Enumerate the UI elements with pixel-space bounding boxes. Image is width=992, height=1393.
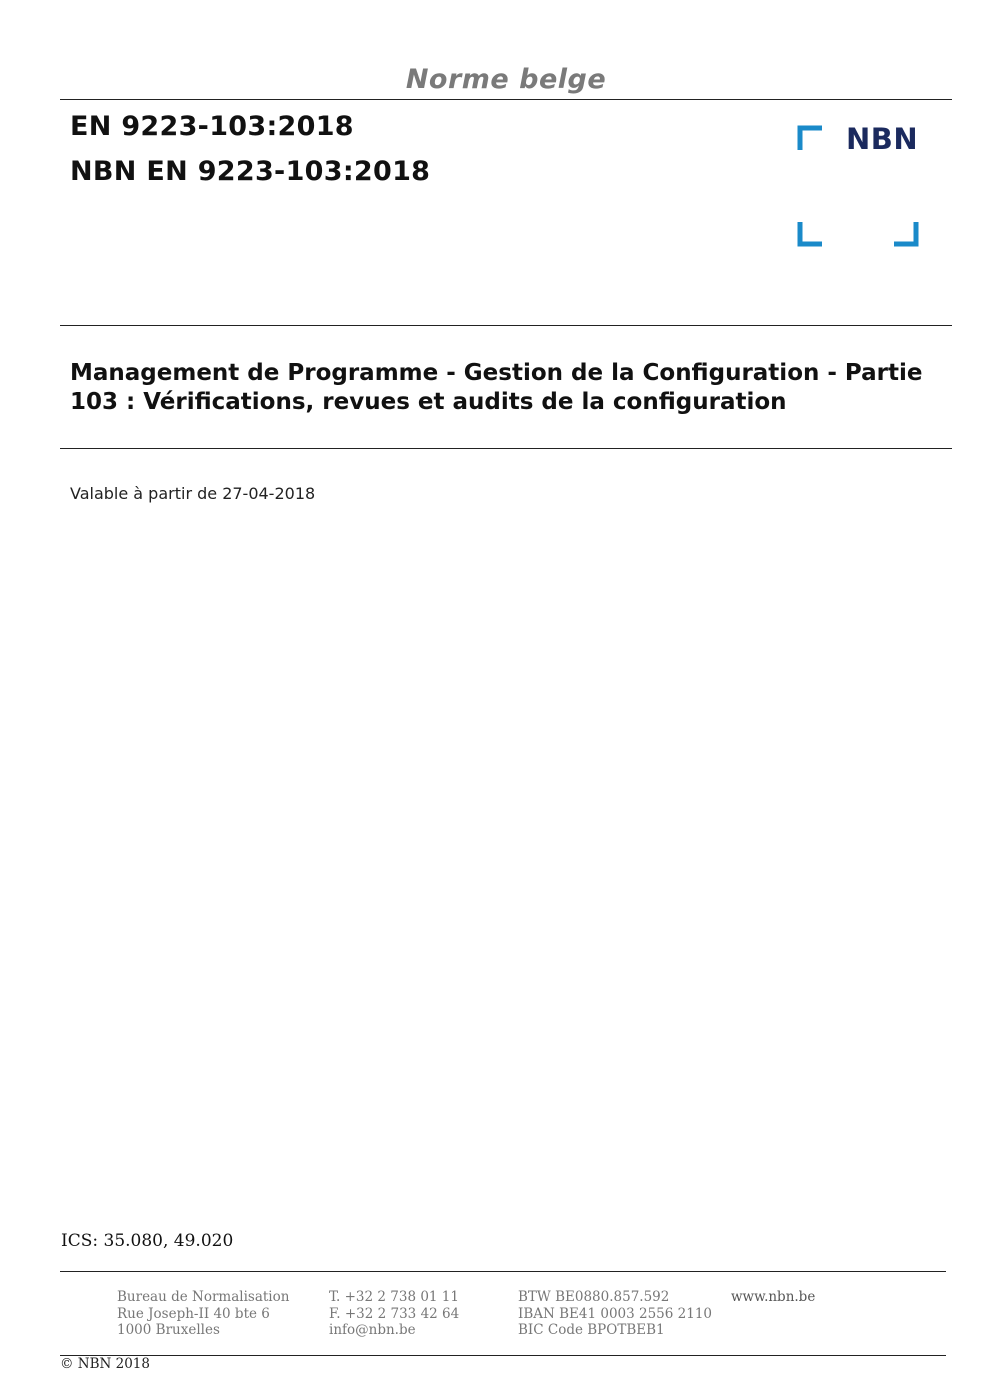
footer-divider-bottom [60, 1355, 946, 1356]
document-title [70, 359, 950, 417]
standard-code-nbn: NBN EN 9223-103:2018 [70, 156, 431, 187]
footer-iban: IBAN BE41 0003 2556 2110 [518, 1305, 713, 1322]
footer-divider-top [60, 1271, 946, 1272]
ics-codes: ICS: 35.080, 49.020 [61, 1231, 234, 1251]
footer-website-link: www.nbn.be [731, 1289, 816, 1305]
footer-address-line: 1000 Bruxelles [117, 1322, 220, 1338]
footer-email: info@nbn.be [329, 1322, 416, 1338]
footer-contact [329, 1289, 459, 1339]
document-title-line2: 103 : Vérifications, revues et audits de la configuration [70, 389, 787, 415]
footer-address-line: Rue Joseph-II 40 bte 6 [117, 1305, 270, 1322]
footer-bank [518, 1289, 712, 1339]
footer-phone: T. +32 2 738 01 11 [329, 1289, 459, 1305]
copyright-notice: © NBN 2018 [60, 1356, 150, 1372]
footer-vat: BTW BE0880.857.592 [518, 1289, 670, 1305]
norm-type-heading: Norme belge [405, 64, 607, 95]
title-divider-top [60, 325, 952, 326]
footer-bic: BIC Code BPOTBEB1 [518, 1322, 665, 1338]
top-divider [60, 99, 952, 100]
footer-address-line: Bureau de Normalisation [117, 1289, 290, 1305]
logo-text: NBN [846, 122, 919, 156]
document-title-line1: Management de Programme - Gestion de la Configuration - Partie [70, 360, 923, 386]
validity-date: Valable à partir de 27-04-2018 [70, 484, 316, 503]
title-divider-bottom [60, 448, 952, 449]
standard-code-en: EN 9223-103:2018 [70, 111, 354, 142]
nbn-logo [796, 124, 920, 248]
footer-address [117, 1289, 289, 1339]
footer-fax: F. +32 2 733 42 64 [329, 1305, 460, 1322]
footer-website [731, 1289, 815, 1306]
